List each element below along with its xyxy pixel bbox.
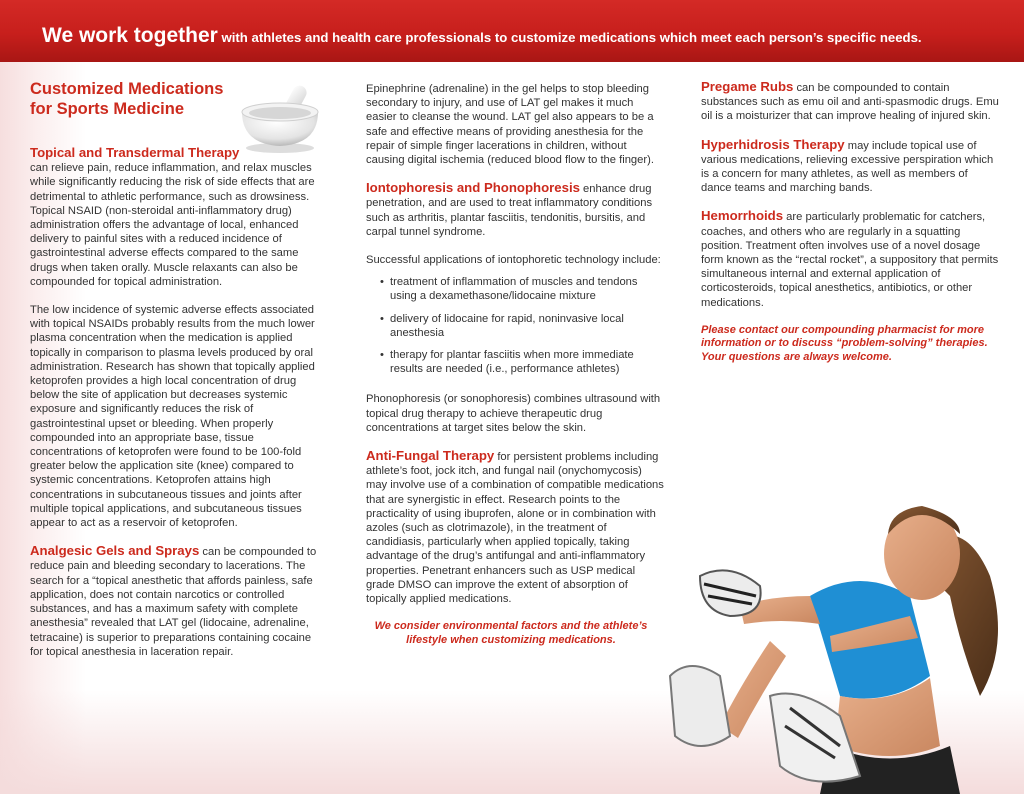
iontophoresis-text: enhance drug penetration, and are used to treat inflammatory conditions such as arthritis, plantar fasciitis, tendonitis, bursitis, and carpal tunnel syndrome. [366,183,653,238]
column-left [30,146,326,659]
applications-list [366,275,666,376]
athlete-photo [660,446,1024,794]
bullet-icon: • [380,349,384,362]
bullet-icon: • [380,312,384,325]
topical-text: can relieve pain, reduce inflammation, and relax muscles while significantly reducing the risk of side effects that are detrimental to athletic performance, such as drowsiness. Topical NSAID (non-steroidal anti-inflammatory drug) administration offers the advantage of local, enhanced delivery to painful sites with a reduced incidence of gastrointestinal adverse effects compared to the same drugs when taken orally. Muscle relaxants can also be compounded for topical administration. [30,162,315,288]
incidence-paragraph: The low incidence of systemic adverse effects associated with topical NSAIDs probably results from the much lower plasma concentration when the medication is applied topically in comparison to plasma levels produced by oral administration. Research has shown that topically applied ketoprofen provides a high local concentration of drug below the site of application but decreases systemic exposure and significantly reduces the risk of gastrointestinal upset or bleeding. When properly compounded into an appropriate base, tissue concentrations of ketoprofen were found to be 100-fold greater below the application site (knee) compared to systemic concentrations. Ketoprofen attains high concentrations in subcutaneous tissues and joints after multiple topical applications, and subcutaneous tissues appear to act as a reservoir of ketoprofen. [30,304,315,530]
column-right [701,80,999,364]
page-title: Customized Medications for Sports Medicine [30,80,224,118]
topical-heading: Topical and Transdermal Therapy [30,145,240,160]
iontophoresis-paragraph [366,181,666,239]
gels-paragraph [30,544,326,659]
pregame-text: can be compounded to contain substances such as emu oil and anti-spasmodic drugs. Emu oil is a moisturizer that can improve healing of injured skin. [701,82,999,123]
lifestyle-note: We consider environmental factors and the athlete’s lifestyle when customizing medications. [374,620,648,646]
success-paragraph: Successful applications of iontophoretic technology include: [366,254,661,267]
header-banner [0,0,1024,62]
epinephrine-paragraph: Epinephrine (adrenaline) in the gel helps to stop bleeding secondary to injury, and use of LAT gel makes it much easier to cleanse the wound. LAT gel also appears to be a safe and effective means of providing anesthesia for the repair of simple finger lacerations in children, without causing digital ischemia (reduced blood flow to the finger). [366,83,654,167]
list-item: • delivery of lidocaine for rapid, noninvasive local anesthesia [380,312,624,339]
hemorrhoids-heading: Hemorrhoids [701,208,784,224]
contact-note: Please contact our compounding pharmacist for more information or to discuss “problem-solving” therapies. Your questions are always welcome. [701,323,988,363]
phonophoresis-paragraph: Phonophoresis (or sonophoresis) combines ultrasound with topical drug therapy to achieve therapeutic drug concentrations at target sites below the skin. [366,393,661,434]
column-middle [366,82,666,647]
hyperhidrosis-paragraph [701,138,999,196]
pregame-heading: Pregame Rubs [701,79,794,94]
banner-lead: We work together [42,24,218,47]
list-item: • treatment of inflammation of muscles and tendons using a dexamethasone/lidocaine mixture [380,276,638,303]
bullet-icon: • [380,276,384,289]
hyperhidrosis-text: may include topical use of various medications, relieving excessive perspiration which is a concern for many athletes, as well as members of dance teams and marching bands. [701,139,994,195]
hyperhidrosis-heading: Hyperhidrosis Therapy [701,136,845,152]
iontophoresis-heading: Iontophoresis and Phonophoresis [366,180,580,196]
list-item: • therapy for plantar fasciitis when more immediate results are needed (i.e., performance athletes) [380,349,634,376]
gels-heading: Analgesic Gels and Sprays [30,543,200,559]
pregame-paragraph [701,80,999,124]
hemorrhoids-text: are particularly problematic for catchers, coaches, and others who are regularly in a squatting position. Treatment often involves use of a novel dosage form known as the “rectal rocket”, a suppository that permits simultaneous internal and external application of corticosteroids, topical anesthetics, antibiotics, or other medications. [701,211,999,309]
topical-paragraph [30,146,326,289]
hemorrhoids-paragraph [701,209,999,309]
antifungal-paragraph [366,449,666,606]
banner-rest: with athletes and health care professionals to customize medications which meet each person’s specific needs. [217,30,922,45]
antifungal-text: for persistent problems including athlete’s foot, jock itch, and fungal nail (onychomycosis) may involve use of a combination of compatible medications that are synergistic in effect. Research points to the practicality of using ibuprofen, alone or in combination with azoles (such as clotrimazole), in the treatment of candidiasis, particularly when applied topically, taking advantage of the drug’s antifungal and anti-inflammatory properties. Penetrant enhancers such as USP medical grade DMSO can improve the extent of absorption of topically applied medications. [366,451,664,606]
banner-headline [42,24,922,48]
gels-text: can be compounded to reduce pain and bleeding secondary to lacerations. The search for a “topical anesthetic that affords painless, safe application, does not contain narcotics or controlled substances, and has a maximum safety with complete anesthesia” revealed that LAT gel (lidocaine, adrenaline, tetracaine) is superior to preparations containing cocaine for topical anesthesia in laceration repair. [30,546,317,658]
antifungal-heading: Anti-Fungal Therapy [366,448,495,464]
